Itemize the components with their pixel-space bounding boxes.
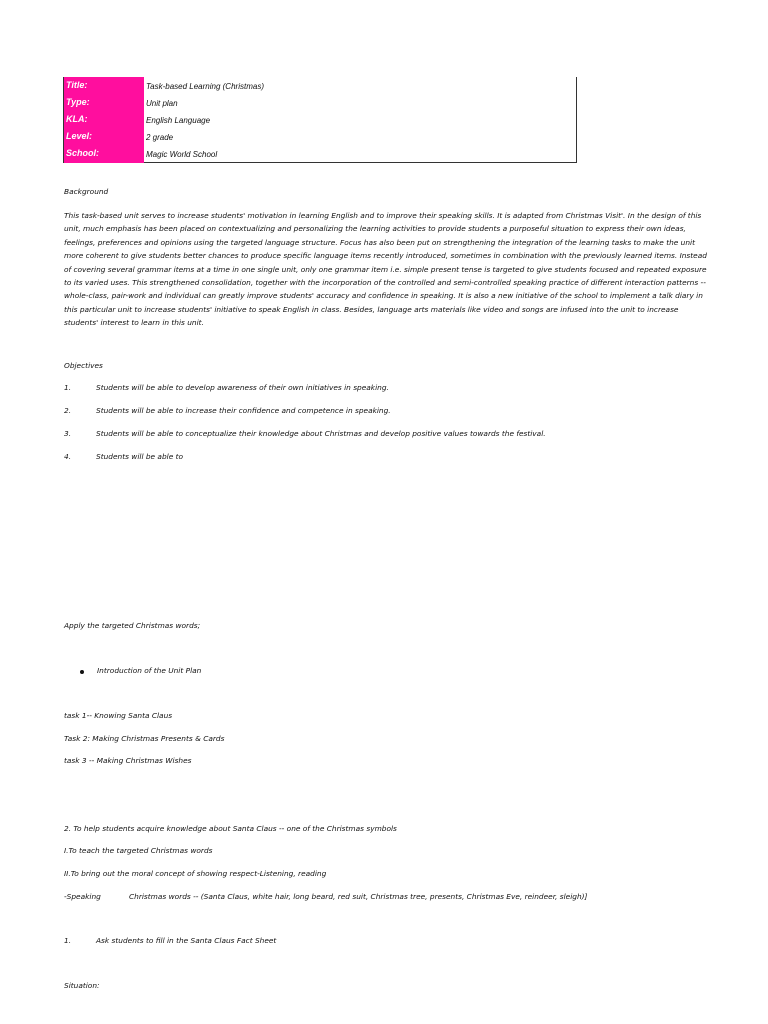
- apply-words-line: Apply the targeted Christmas words;: [64, 621, 201, 630]
- objectives-heading: Objectives: [64, 361, 103, 370]
- background-line: This task-based unit serves to increase students' motivation in learning English and to improve their speaking skills. It is adapted from Christmas Visit'. In the design of this: [64, 211, 702, 220]
- info-row-kla: [64, 111, 576, 128]
- step-number: 1.: [64, 936, 72, 945]
- bullet-dot: [80, 670, 84, 674]
- background-line: feelings, preferences and opinions using the targeted language structure. Focus has also been put on strengthening the integration of the learning tasks to make the unit: [64, 237, 696, 247]
- section2-heading: 2. To help students acquire knowledge about Santa Claus -- one of the Christmas symbols: [64, 824, 397, 833]
- info-label-kla: KLA:: [64, 111, 144, 128]
- info-label-school: School:: [64, 145, 144, 163]
- objective-number: 2.: [64, 406, 72, 415]
- situation-label: Situation:: [64, 981, 100, 990]
- info-value-kla: English Language: [146, 116, 211, 125]
- background-line: to its varied uses. This strengthened consolidation, together with the incorporation of the controlled and semi-controlled speaking practice of different interaction patterns --: [64, 278, 706, 288]
- task-line: Task 2: Making Christmas Presents & Cards: [64, 734, 225, 743]
- section2-line: I.To teach the targeted Christmas words: [64, 846, 213, 855]
- background-line: this particular unit to increase students' initiative to speak English in class. Besides, language arts materials like video and songs are infused into the unit to increase: [64, 304, 679, 314]
- info-row-title: [64, 77, 576, 94]
- background-paragraph: [64, 209, 707, 330]
- info-label-type: Type:: [64, 94, 144, 111]
- info-label-level: Level:: [64, 128, 144, 145]
- info-row-level: [64, 128, 576, 145]
- christmas-words-line: Christmas words -- (Santa Claus, white hair, long beard, red suit, Christmas tree, presents, Christmas Eve, reindeer, sleigh)]: [129, 892, 588, 901]
- objective-number: 3.: [64, 429, 72, 438]
- objective-number: 4.: [64, 452, 72, 461]
- background-line: students' interest to learn in this unit.: [64, 318, 204, 328]
- section2-line: II.To bring out the moral concept of showing respect-Listening, reading: [64, 869, 327, 878]
- background-line: whole-class, pair-work and individual can greatly improve students' accuracy and confidence in speaking. It is also a new initiative of the school to implement a talk diary in: [64, 291, 703, 301]
- info-label-title: Title:: [64, 77, 144, 94]
- objective-text: Students will be able to develop awareness of their own initiatives in speaking.: [96, 383, 389, 392]
- background-heading: Background: [64, 187, 109, 196]
- info-row-school: [64, 145, 576, 162]
- task-line: task 3 -- Making Christmas Wishes: [64, 756, 192, 765]
- bullet-item-text: Introduction of the Unit Plan: [97, 666, 202, 675]
- background-line: unit, much emphasis has been placed on contextualizing and personalizing the learning activities to provide students a purposeful situation to express their own ideas,: [64, 224, 686, 234]
- objective-number: 1.: [64, 383, 72, 392]
- objective-text: Students will be able to conceptualize their knowledge about Christmas and develop positive values towards the festival.: [96, 429, 546, 438]
- task-line: task 1-- Knowing Santa Claus: [64, 711, 173, 720]
- info-value-level: 2 grade: [146, 133, 174, 142]
- step-text: Ask students to fill in the Santa Claus Fact Sheet: [96, 936, 277, 945]
- speaking-label: -Speaking: [64, 892, 101, 901]
- objective-text: Students will be able to: [96, 452, 184, 461]
- info-value-title: Task-based Learning (Christmas): [146, 82, 264, 91]
- background-line: more coherent to give students better chances to produce specific language items recently introduced, sometimes in combination with the previously learned items. Instead: [64, 251, 707, 261]
- info-value-school: Magic World School: [146, 150, 218, 159]
- info-row-type: [64, 94, 576, 111]
- unit-info-table: [63, 77, 577, 163]
- objective-text: Students will be able to increase their confidence and competence in speaking.: [96, 406, 391, 415]
- info-value-type: Unit plan: [146, 99, 178, 108]
- background-line: of covering several grammar items at a time in one single unit, only one grammar item i.e. simple present tense is targeted to give students focused and repeated exposure: [64, 264, 707, 274]
